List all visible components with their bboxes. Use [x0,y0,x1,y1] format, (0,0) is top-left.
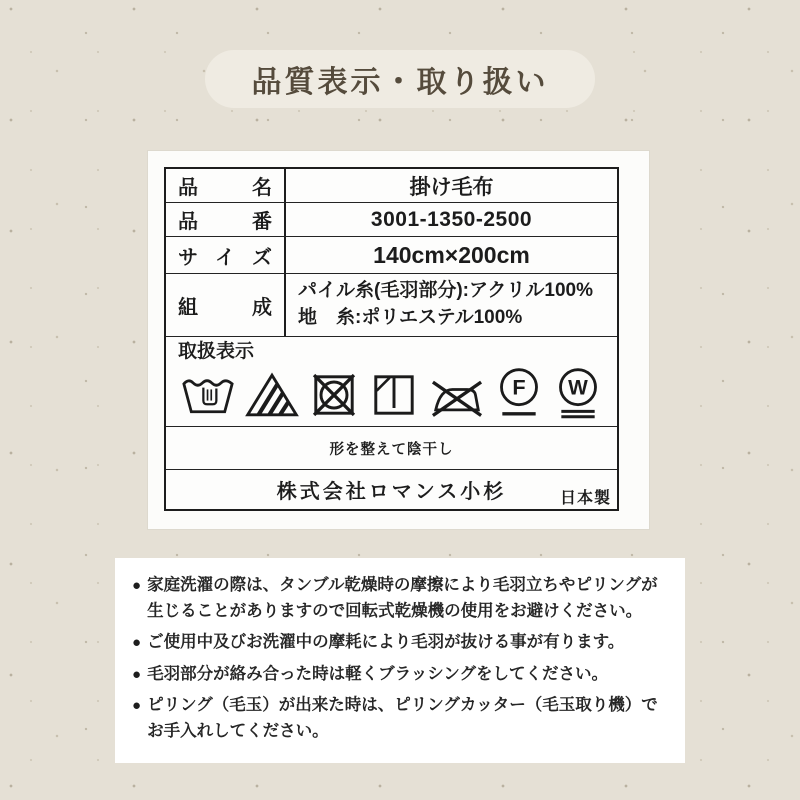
bullet-icon: ● [132,634,142,652]
quality-table [164,167,619,511]
note-item [132,693,668,744]
drying-note: 形を整えて陰干し [329,441,454,458]
dry-clean-F-icon [494,365,544,421]
row-label: サ イ ズ [178,246,272,269]
row-label: 組 成 [178,296,272,319]
product-number-value: 3001-1350-2500 [370,207,533,231]
note-text: 毛羽部分が絡み合った時は軽くブラッシングをしてください。 [147,664,608,683]
composition-line-1: パイル糸(毛羽部分):アクリル100% [298,280,594,302]
svg-text:F: F [512,374,526,400]
svg-text:W: W [568,376,588,400]
bullet-icon: ● [132,577,142,594]
note-text: ピリング（毛玉）が出来た時は、ピリングカッター（毛玉取り機）でお手入れしてください。 [147,696,658,740]
composition-value [286,274,617,336]
country-of-origin: 日本製 [559,490,611,507]
row-label: 品 番 [178,211,272,233]
composition-line-2: 地 糸:ポリエステル100% [298,307,523,328]
note-text: 家庭洗濯の際は、タンブル乾燥時の摩擦により毛羽立ちやピリングが生じることがありますので回転式乾燥機の使用をお避けください。 [147,576,658,620]
table-row-care-symbols [166,336,617,426]
row-label: 品 名 [178,177,272,199]
no-iron-icon [429,371,485,421]
table-row-product-number [166,202,617,236]
table-row-manufacturer [166,469,617,509]
size-value: 140cm×200cm [373,241,530,268]
table-row-composition [166,273,617,336]
bullet-icon: ● [132,665,142,683]
page-title: 品質表示・取り扱い [251,66,549,99]
note-text: ご使用中及びお洗濯中の摩耗により毛羽が抜ける事が有ります。 [147,633,625,652]
care-symbols-row [178,364,605,421]
table-row-drying-note [166,426,617,469]
care-section-label: 取扱表示 [178,341,255,362]
manufacturer-name: 株式会社ロマンス小杉 [276,481,507,503]
product-name-value: 掛け毛布 [409,175,494,199]
non-chlorine-bleach-icon [245,369,299,421]
table-row-size [166,236,617,273]
shade-line-dry-icon [368,369,420,421]
hand-wash-icon [180,369,236,421]
no-tumble-dry-icon [308,369,360,421]
wet-clean-W-icon [553,365,603,421]
care-notes-list [132,573,668,744]
table-row-product-name [166,169,617,202]
note-item [132,630,668,656]
bullet-icon: ● [132,697,142,715]
section-title-pill [205,50,595,108]
note-item [132,662,668,688]
quality-label-card [148,151,649,529]
care-notes-panel [115,558,685,763]
note-item [132,573,668,624]
